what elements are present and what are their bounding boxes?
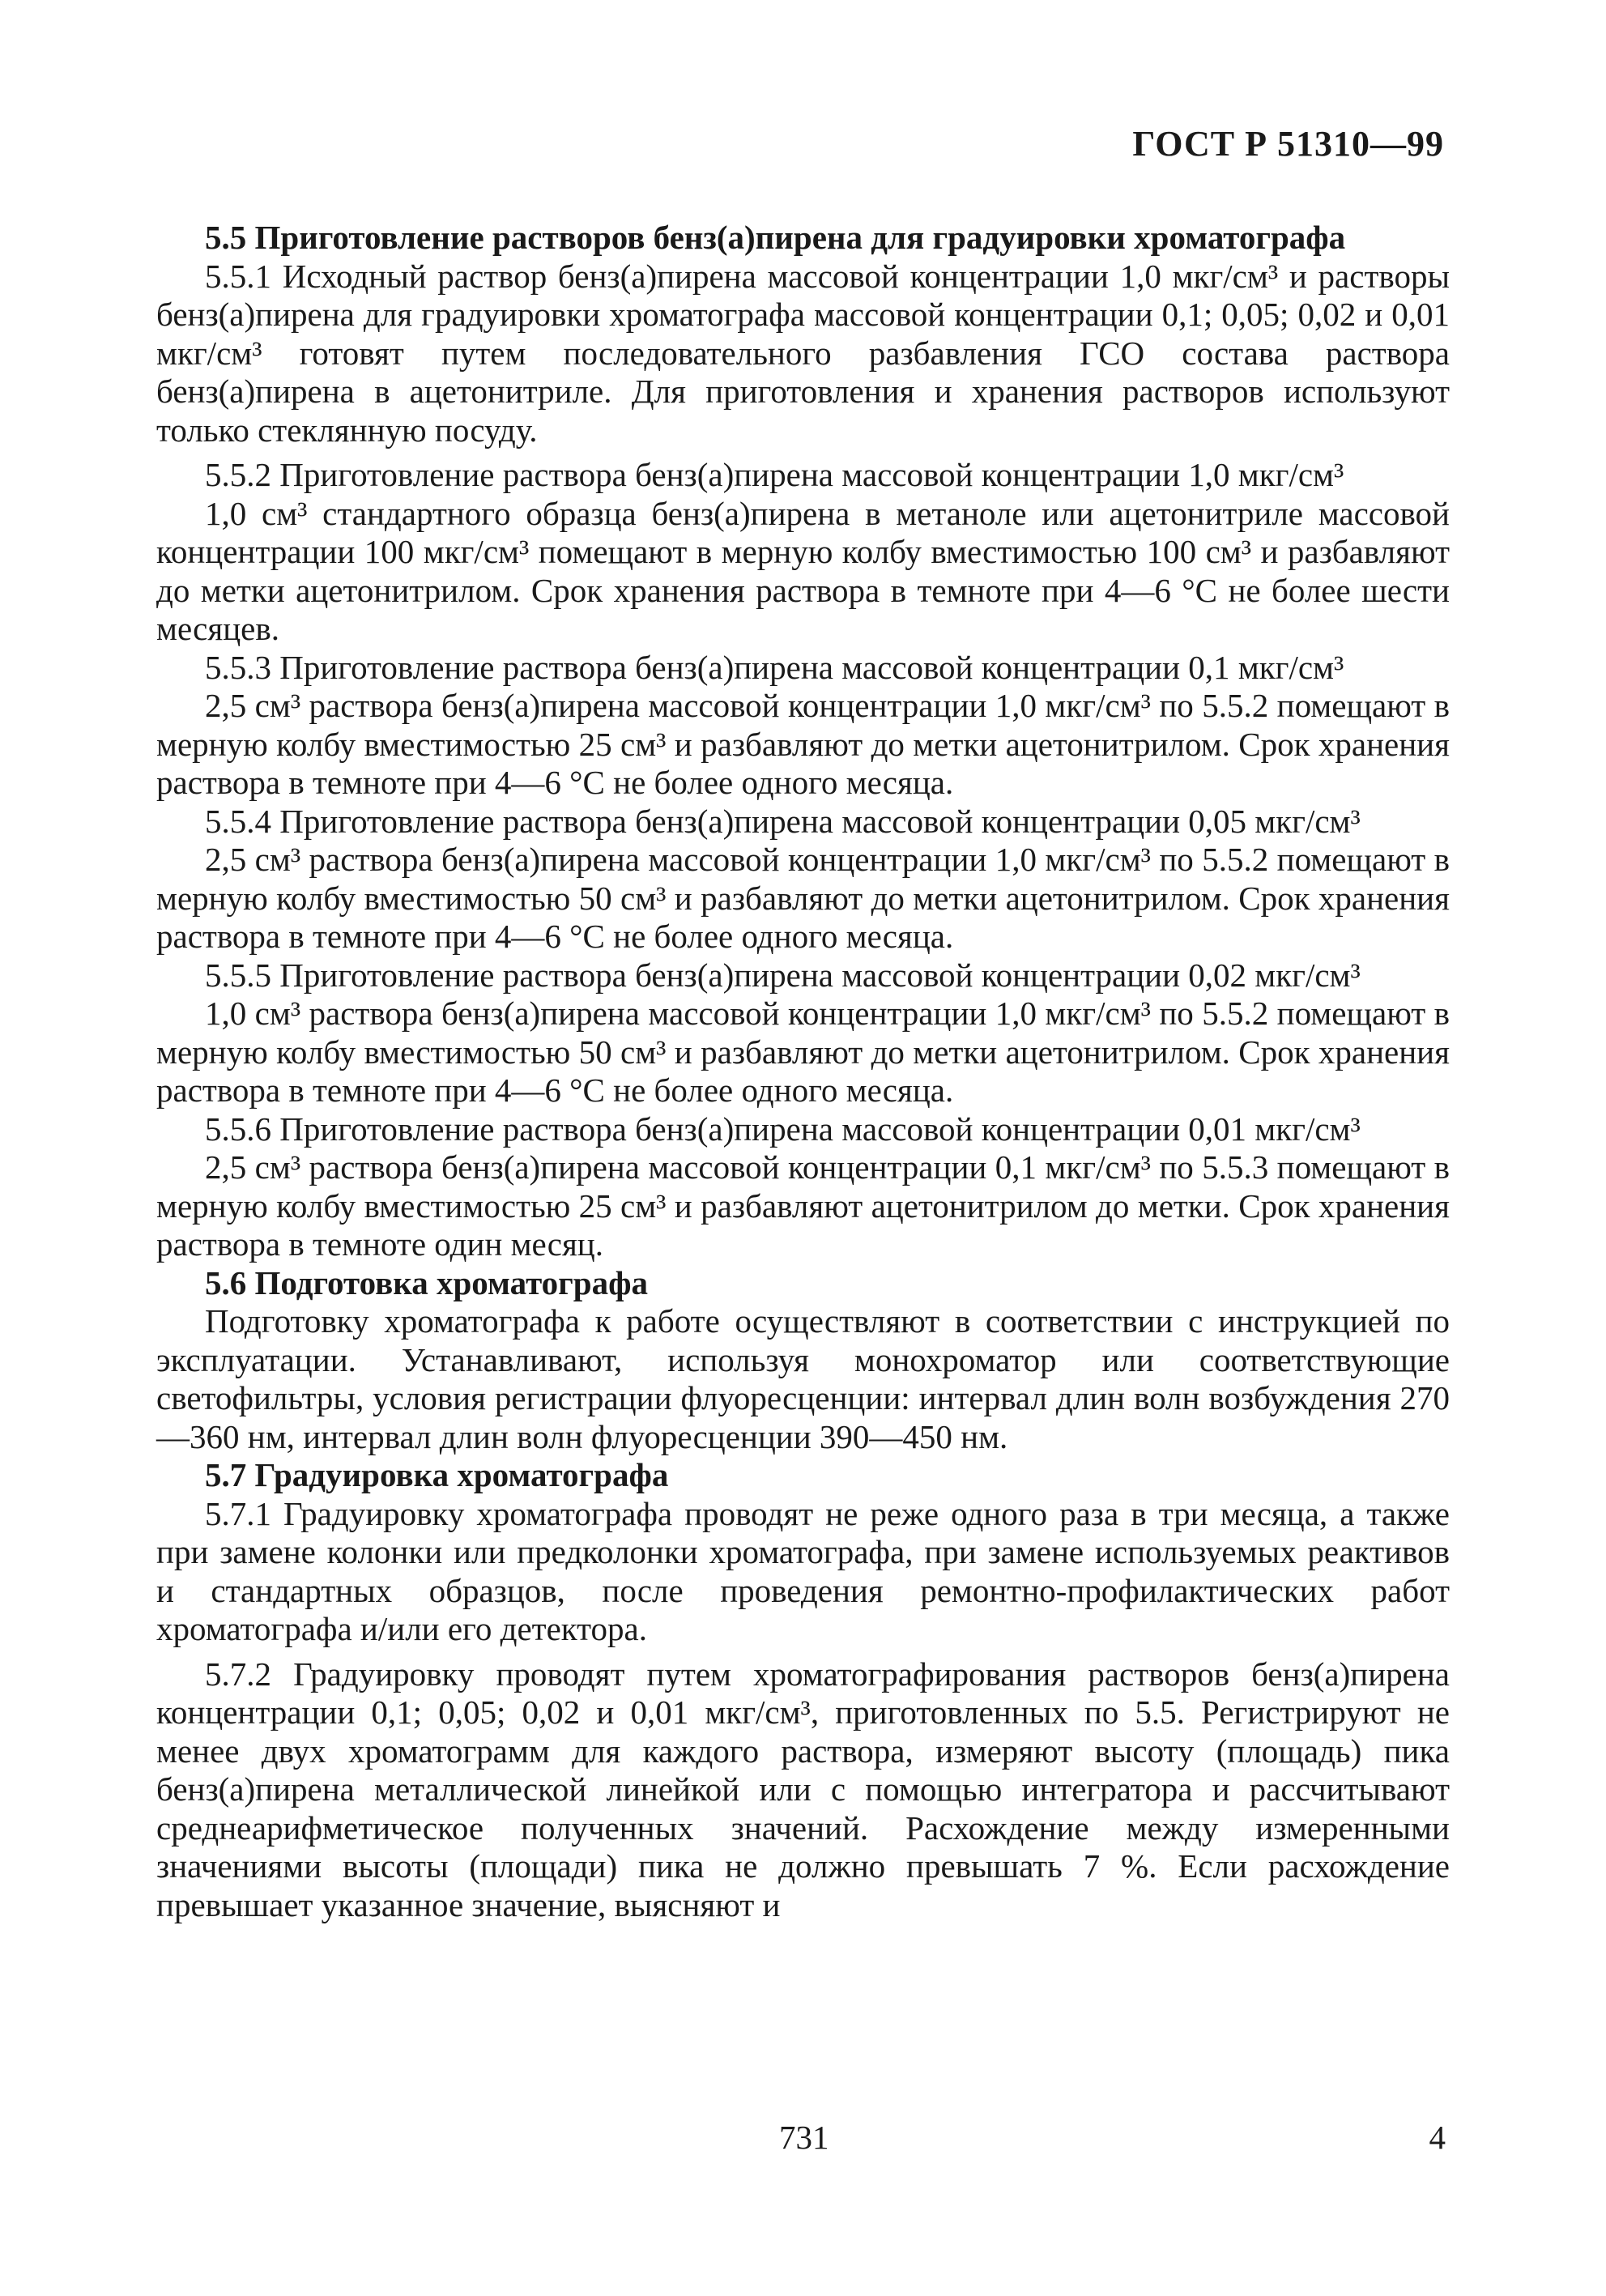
paragraph-5-5-4-title: 5.5.4 Приготовление раствора бенз(а)пирена массовой концентрации 0,05 мкг/см³ [205,802,1361,840]
standard-header: ГОСТ Р 51310—99 [1132,124,1444,164]
section-5-7-heading: 5.7 Градуировка хроматографа [205,1456,669,1493]
sheet-number: 4 [1429,2119,1446,2156]
section-5-5-heading: 5.5 Приготовление растворов бенз(а)пирена для градуировки хроматографа [205,219,1346,256]
document-body [156,219,1450,1924]
paragraph-5-5-5-title: 5.5.5 Приготовление раствора бенз(а)пирена массовой концентрации 0,02 мкг/см³ [205,956,1361,994]
paragraph-5-5-3-title: 5.5.3 Приготовление раствора бенз(а)пирена массовой концентрации 0,1 мкг/см³ [205,648,1344,686]
paragraph-5-7-1: 5.7.1 Градуировку хроматографа проводят не реже одного раза в три месяца, а также при замене колонки или предколонки хроматографа, при замене используемых реактивов и стандартных образцов, после проведения ремонтно-профилактических работ хроматографа и/или его детектора. [156,1494,1450,1647]
paragraph-5-6: Подготовку хроматографа к работе осуществляют в соответствии с инструкцией по эксплуатации. Устанавливают, используя монохроматор или соответствующие светофильтры, условия регистрации флуоресценции: интервал длин волн возбуждения 270—360 нм, интервал длин волн флуоресценции 390—450 нм. [156,1302,1450,1455]
paragraph-5-5-6-text: 2,5 см³ раствора бенз(а)пирена массовой концентрации 0,1 мкг/см³ по 5.5.3 помещают в мерную колбу вместимостью 25 см³ и разбавляют ацетонитрилом до метки. Срок хранения раствора в темноте один месяц. [156,1148,1450,1263]
page-number: 731 [779,2119,829,2156]
paragraph-5-7-2: 5.7.2 Градуировку проводят путем хроматографирования растворов бенз(а)пирена концентрации 0,1; 0,05; 0,02 и 0,01 мкг/см³, приготовленных по 5.5. Регистрируют не менее двух хроматограмм для каждого раствора, измеряют высоту (площадь) пика бенз(а)пирена металлической линейкой или с помощью интегратора и рассчитывают среднеарифметическое полученных значений. Расхождение между измеренными значениями высоты (площади) пика не должно превышать 7 %. Если расхождение превышает указанное значение, выясняют и [156,1655,1450,1923]
paragraph-5-5-5-text: 1,0 см³ раствора бенз(а)пирена массовой концентрации 1,0 мкг/см³ по 5.5.2 помещают в мерную колбу вместимостью 50 см³ и разбавляют до метки ацетонитрилом. Срок хранения раствора в темноте при 4—6 °С не более одного месяца. [156,995,1450,1109]
paragraph-5-5-3-text: 2,5 см³ раствора бенз(а)пирена массовой концентрации 1,0 мкг/см³ по 5.5.2 помещают в мерную колбу вместимостью 25 см³ и разбавляют до метки ацетонитрилом. Срок хранения раствора в темноте при 4—6 °С не более одного месяца. [156,687,1450,801]
section-5-6-heading: 5.6 Подготовка хроматографа [205,1263,648,1301]
paragraph-5-5-2-title: 5.5.2 Приготовление раствора бенз(а)пирена массовой концентрации 1,0 мкг/см³ [205,456,1344,493]
paragraph-5-5-4-text: 2,5 см³ раствора бенз(а)пирена массовой концентрации 1,0 мкг/см³ по 5.5.2 помещают в мерную колбу вместимостью 50 см³ и разбавляют до метки ацетонитрилом. Срок хранения раствора в темноте при 4—6 °С не более одного месяца. [156,841,1450,955]
paragraph-5-5-1: 5.5.1 Исходный раствор бенз(а)пирена массовой концентрации 1,0 мкг/см³ и растворы бенз(а)пирена для градуировки хроматографа массовой концентрации 0,1; 0,05; 0,02 и 0,01 мкг/см³ готовят путем последовательного разбавления ГСО состава раствора бенз(а)пирена в ацетонитриле. Для приготовления и хранения растворов используют только стеклянную посуду. [156,257,1450,449]
paragraph-5-5-2-text: 1,0 см³ стандартного образца бенз(а)пирена в метаноле или ацетонитриле массовой концентрации 100 мкг/см³ помещают в мерную колбу вместимостью 100 см³ и разбавляют до метки ацетонитрилом. Срок хранения раствора в темноте при 4—6 °С не более шести месяцев. [156,494,1450,647]
paragraph-5-5-6-title: 5.5.6 Приготовление раствора бенз(а)пирена массовой концентрации 0,01 мкг/см³ [205,1110,1361,1148]
